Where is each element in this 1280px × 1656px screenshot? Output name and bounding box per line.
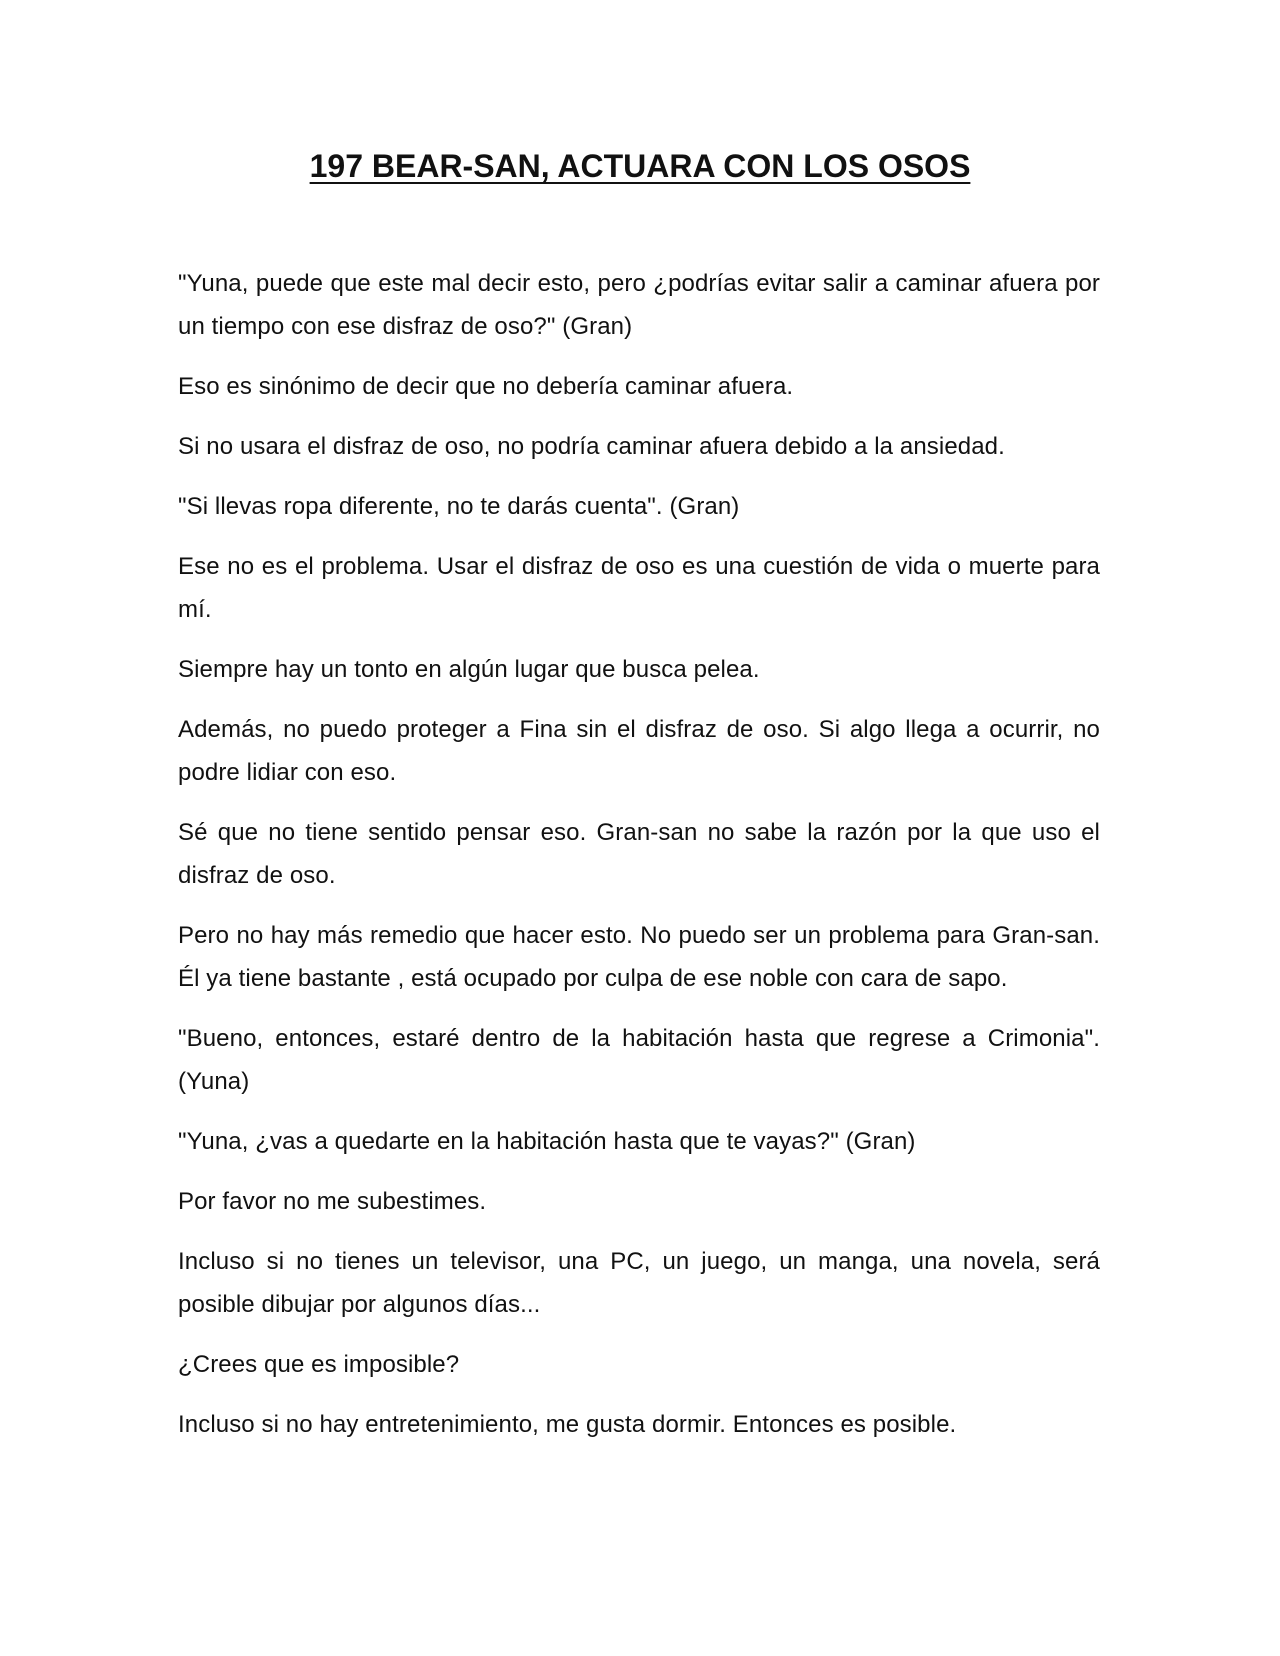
document-body — [178, 262, 1100, 1463]
paragraph: "Bueno, entonces, estaré dentro de la habitación hasta que regrese a Crimonia". (Yuna) — [178, 1025, 1100, 1095]
paragraph: ¿Crees que es imposible? — [178, 1351, 460, 1378]
page-title — [0, 146, 1280, 186]
paragraph: "Si llevas ropa diferente, no te darás cuenta". (Gran) — [178, 493, 740, 520]
paragraph: Incluso si no hay entretenimiento, me gusta dormir. Entonces es posible. — [178, 1411, 957, 1438]
paragraph: Incluso si no tienes un televisor, una PC, un juego, un manga, una novela, será posible dibujar por algunos días... — [178, 1248, 1100, 1318]
paragraph: "Yuna, puede que este mal decir esto, pero ¿podrías evitar salir a caminar afuera por un tiempo con ese disfraz de oso?" (Gran) — [178, 270, 1100, 340]
paragraph: Ese no es el problema. Usar el disfraz de oso es una cuestión de vida o muerte para mí. — [178, 553, 1100, 623]
paragraph: Siempre hay un tonto en algún lugar que busca pelea. — [178, 656, 760, 683]
paragraph: Pero no hay más remedio que hacer esto. No puedo ser un problema para Gran-san. Él ya tiene bastante , está ocupado por culpa de ese noble con cara de sapo. — [178, 922, 1100, 992]
paragraph: Por favor no me subestimes. — [178, 1188, 487, 1215]
paragraph: Sé que no tiene sentido pensar eso. Gran-san no sabe la razón por la que uso el disfraz de oso. — [178, 819, 1100, 889]
paragraph: Eso es sinónimo de decir que no debería caminar afuera. — [178, 373, 794, 400]
page-title-text: 197 BEAR-SAN, ACTUARA CON LOS OSOS — [309, 148, 971, 184]
paragraph: Si no usara el disfraz de oso, no podría caminar afuera debido a la ansiedad. — [178, 433, 1005, 460]
paragraph: Además, no puedo proteger a Fina sin el disfraz de oso. Si algo llega a ocurrir, no podre lidiar con eso. — [178, 716, 1100, 786]
paragraph: "Yuna, ¿vas a quedarte en la habitación hasta que te vayas?" (Gran) — [178, 1128, 916, 1155]
